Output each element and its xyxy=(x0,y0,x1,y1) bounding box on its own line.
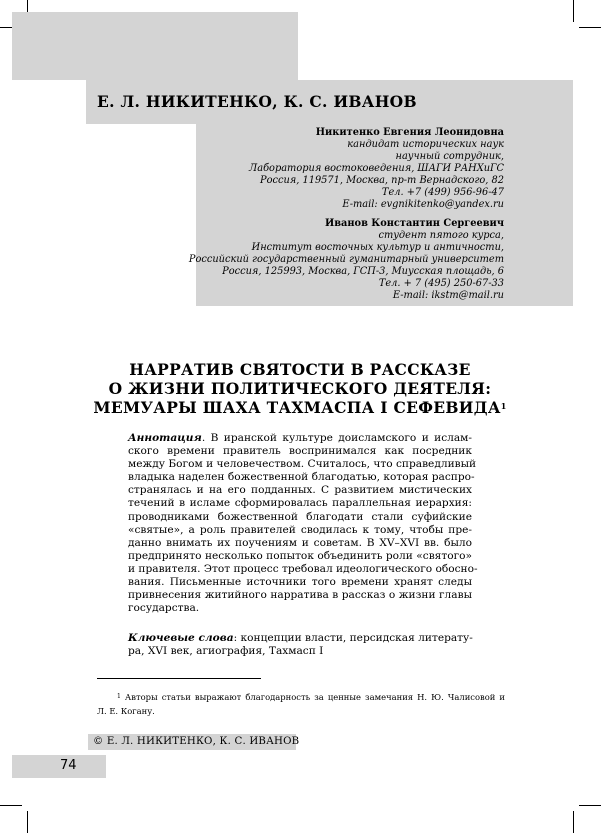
crop-mark xyxy=(0,805,22,806)
affiliation-line: студент пятого курса, xyxy=(378,230,504,241)
footnote-text: Авторы статьи выражают благодарность за ценные замечания Н. Ю. Чалисовой и xyxy=(120,692,505,702)
abstract-line: данно внимать их поучениям и советам. В XV–XVI вв. было xyxy=(128,536,472,549)
footnote-line xyxy=(97,690,505,704)
abstract-line: странялась и на его подданных. С развитием мистических xyxy=(128,484,472,497)
crop-mark xyxy=(573,0,574,22)
abstract-line: проводниками божественной благодати стали суфийские xyxy=(128,510,472,523)
abstract-line: между Богом и человечеством. Считалось, что справедливый xyxy=(128,458,477,471)
footnote-line: Л. Е. Когану. xyxy=(97,706,155,716)
affiliation-email: E-mail: ikstm@mail.ru xyxy=(392,290,504,301)
title-line-text: МЕМУАРЫ ШАХА ТАХМАСПА I СЕФЕВИДА xyxy=(93,398,501,417)
page-number-box xyxy=(12,755,106,778)
header-band xyxy=(12,12,298,80)
abstract xyxy=(128,432,478,615)
footnote-mark: 1 xyxy=(117,693,121,700)
keywords-line: ра, XVI век, агиография, Тахмасп I xyxy=(128,645,324,658)
affiliation-line: научный сотрудник, xyxy=(395,151,504,162)
abstract-text: . В иранской культуре доисламского и ислам- xyxy=(201,432,472,444)
title-line xyxy=(60,398,540,417)
abstract-line: предпринято несколько попыток объединить роли «святого» xyxy=(128,549,472,562)
author-name: Иванов Константин Сергеевич xyxy=(324,218,504,229)
affiliation-line: Лаборатория востоковедения, ШАГИ РАНХиГС xyxy=(249,163,504,174)
affiliation-line: Российский государственный гуманитарный университет xyxy=(188,254,504,265)
footnote xyxy=(97,690,505,718)
abstract-line xyxy=(128,432,472,445)
page-number: 74 xyxy=(60,758,77,773)
crop-mark xyxy=(573,811,574,833)
footnote-ref[interactable]: 1 xyxy=(500,401,507,411)
keywords-text: : концепции власти, персидская литерату- xyxy=(233,632,473,644)
keywords xyxy=(128,632,472,658)
abstract-line: вания. Письменные источники того времени хранят следы xyxy=(128,576,472,589)
crop-mark xyxy=(579,805,601,806)
keywords-line xyxy=(128,632,472,645)
author-name: Никитенко Евгения Леонидовна xyxy=(315,127,504,138)
affiliation-block-1 xyxy=(249,127,504,211)
title-line: НАРРАТИВ СВЯТОСТИ В РАССКАЗЕ xyxy=(129,360,471,379)
affiliation-line: кандидат исторических наук xyxy=(347,139,504,150)
abstract-label: Аннотация xyxy=(128,432,202,444)
affiliation-line: Россия, 125993, Москва, ГСП-3, Миусская площадь, 6 xyxy=(222,266,504,277)
crop-mark xyxy=(27,811,28,833)
affiliation-line: Тел. + 7 (495) 250-67-33 xyxy=(378,278,504,289)
affiliation-line: Институт восточных культур и античности, xyxy=(251,242,504,253)
crop-mark xyxy=(579,27,601,28)
abstract-line: ского времени правитель воспринимался как посредник xyxy=(128,445,472,458)
abstract-line: и правителя. Этот процесс требовал идеологического обосно- xyxy=(128,562,478,575)
title-line: О ЖИЗНИ ПОЛИТИЧЕСКОГО ДЕЯТЕЛЯ: xyxy=(108,379,492,398)
affiliation-line: Тел. +7 (499) 956-96-47 xyxy=(381,187,504,198)
abstract-line: владыка наделен божественной благодатью, которая распро- xyxy=(128,471,475,484)
abstract-line: «святые», а роль правителей сводилась к тому, чтобы пре- xyxy=(128,523,472,536)
authors-heading: Е. Л. НИКИТЕНКО, К. С. ИВАНОВ xyxy=(97,92,417,111)
keywords-label: Ключевые слова xyxy=(128,632,234,644)
copyright: © Е. Л. НИКИТЕНКО, К. С. ИВАНОВ xyxy=(93,736,300,747)
affiliation-email: E-mail: evgnikitenko@yandex.ru xyxy=(342,199,504,210)
abstract-line: течений в исламе сформировалась параллельная иерархия: xyxy=(128,497,472,510)
abstract-line: привнесения житийного нарратива в рассказ о жизни главы xyxy=(128,589,472,602)
abstract-line: государства. xyxy=(128,602,200,615)
affiliation-line: Россия, 119571, Москва, пр-т Вернадского, 82 xyxy=(260,175,504,186)
article-title xyxy=(60,360,540,417)
affiliation-block-2 xyxy=(189,218,504,302)
footnote-rule xyxy=(97,678,261,679)
